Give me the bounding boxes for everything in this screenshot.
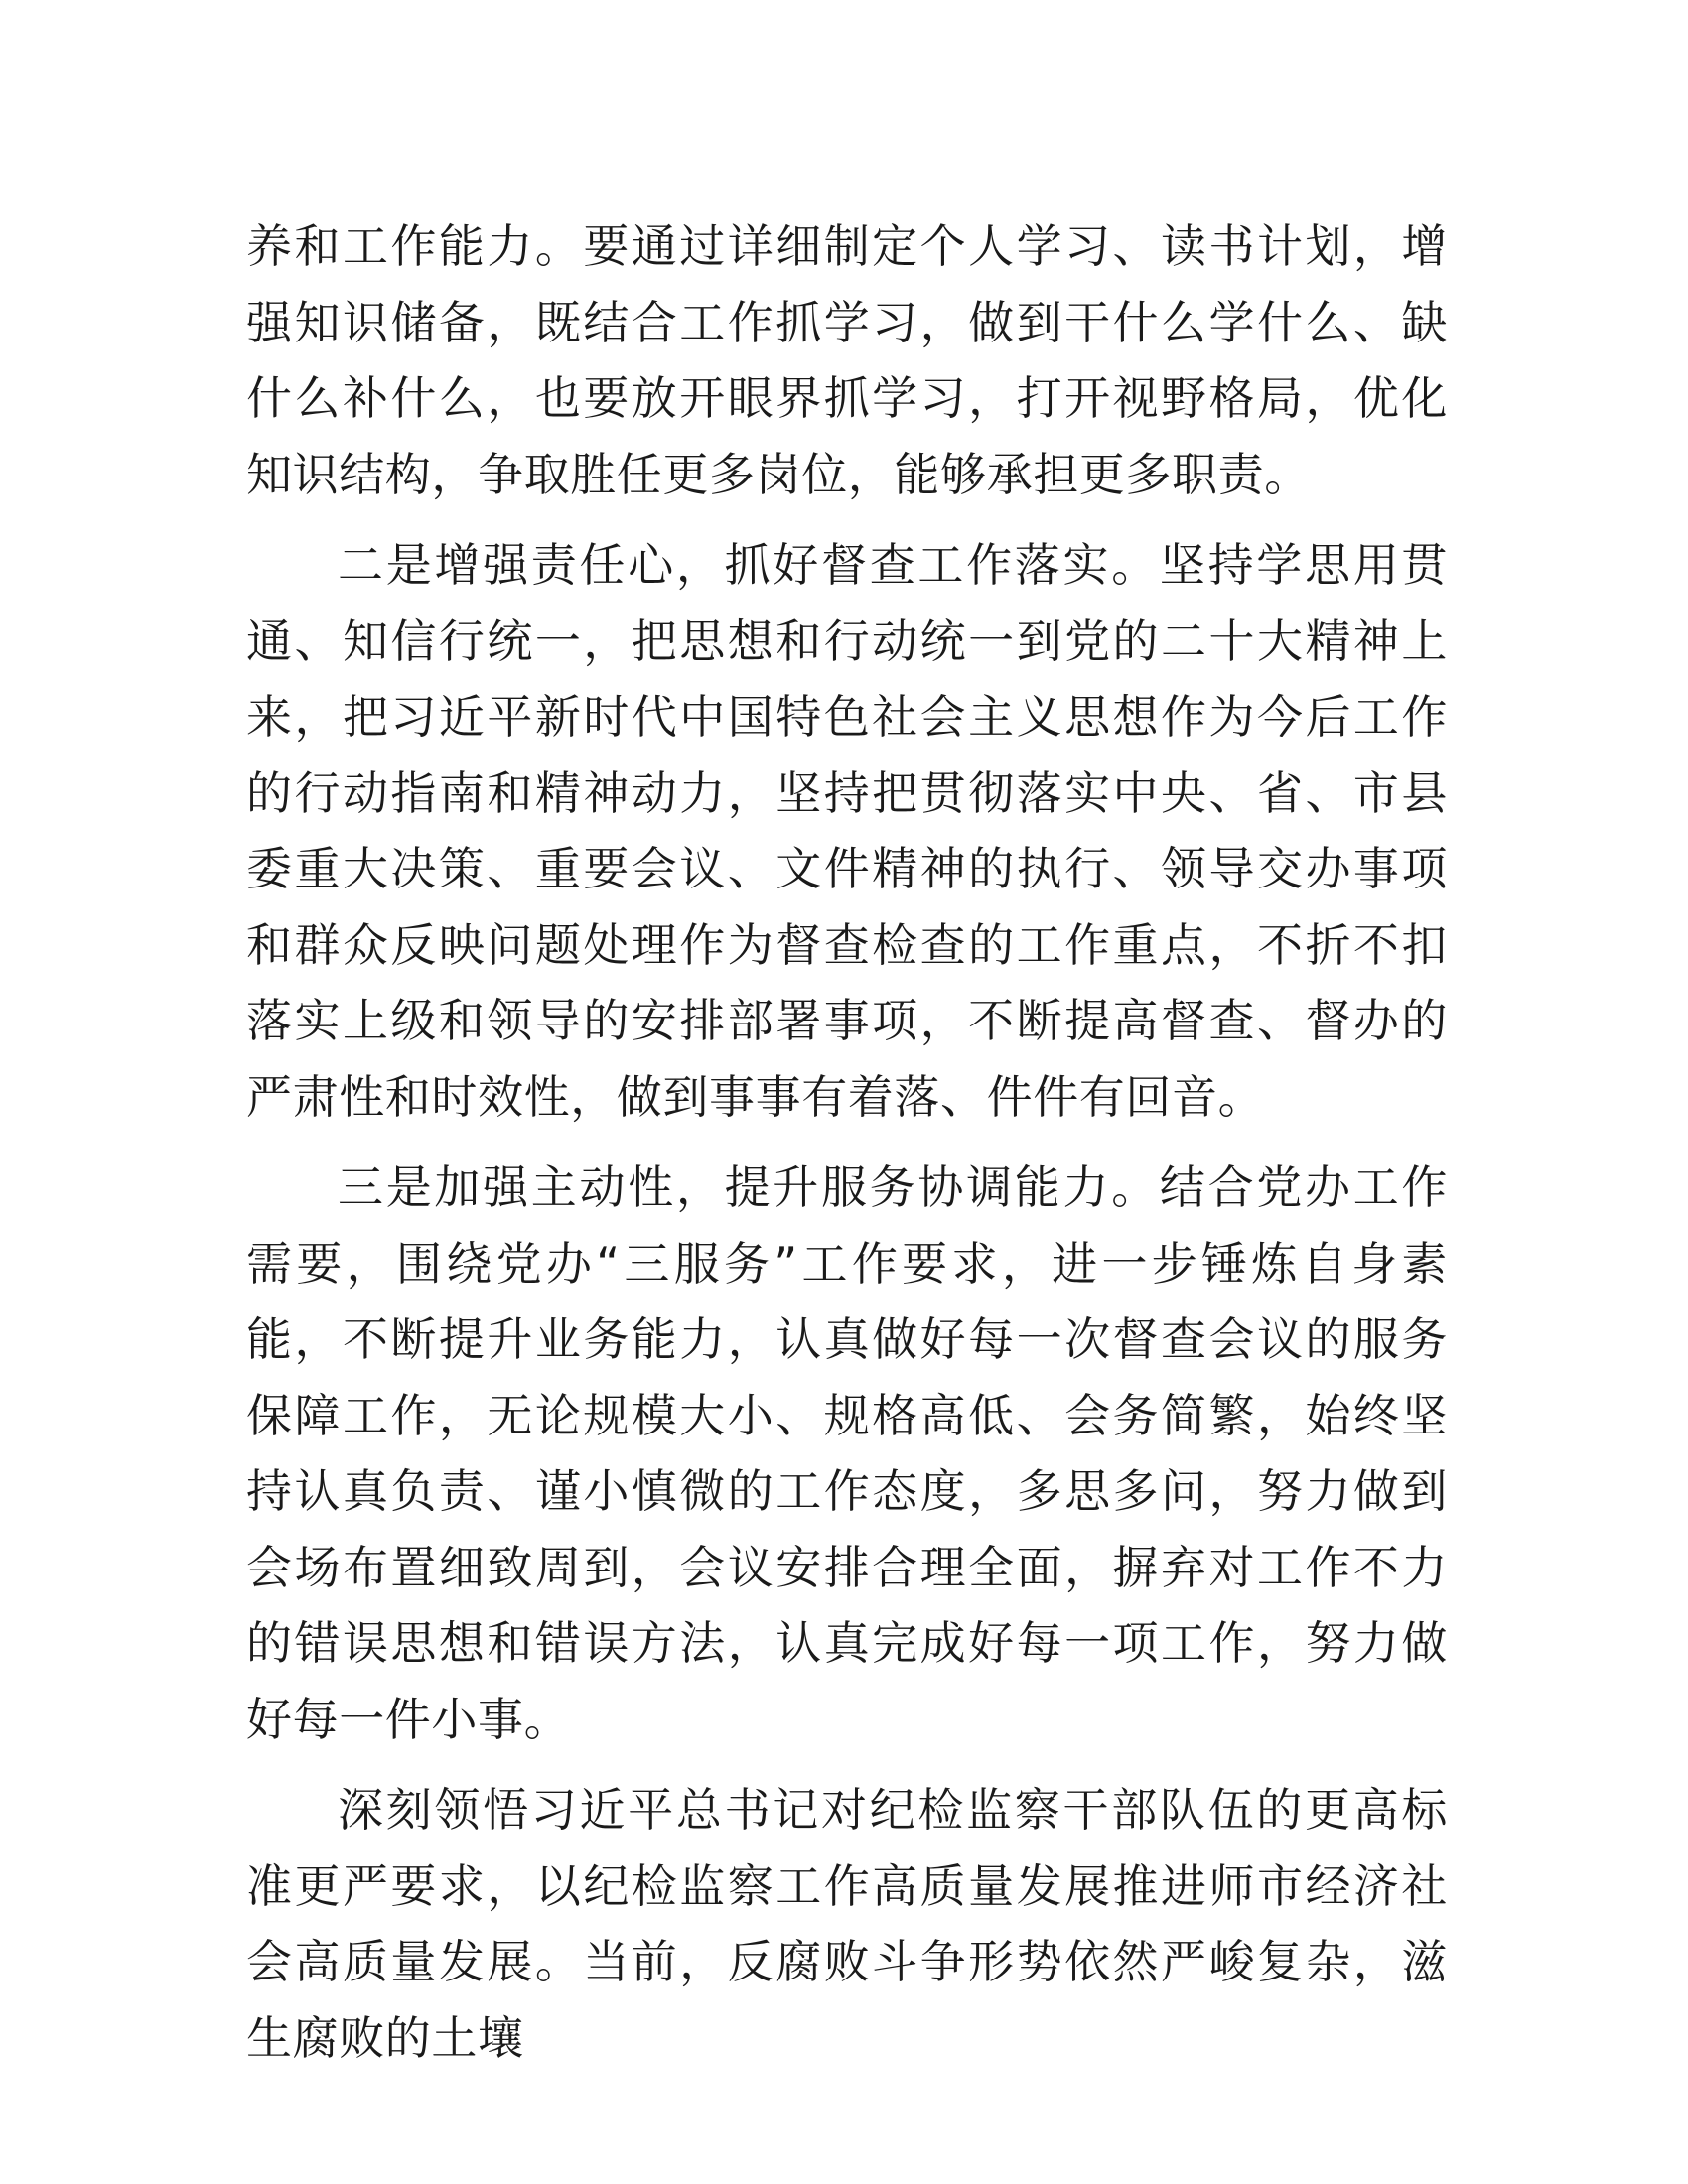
paragraph-3: 三是加强主动性，提升服务协调能力。结合党办工作需要，围绕党办“三服务”工作要求，进一步锤炼自身素能，不断提升业务能力，认真做好每一次督查会议的服务保障工作，无论规模大小、规格高低、会务简繁，始终坚持认真负责、谨小慎微的工作态度，多思多问，努力做到会场布置细致周到，会议安排合理全面，摒弃对工作不力的错误思想和错误方法，认真完成好每一项工作，努力做好每一件小事。 [246,1160,1448,1746]
paragraph-1: 养和工作能力。要通过详细制定个人学习、读书计划，增强知识储备，既结合工作抓学习，做到干什么学什么、缺什么补什么，也要放开眼界抓学习，打开视野格局，优化知识结构，争取胜任更多岗位，能够承担更多职责。 [246,219,1448,501]
paragraph-2: 二是增强责任心，抓好督查工作落实。坚持学思用贯通、知信行统一，把思想和行动统一到党的二十大精神上来，把习近平新时代中国特色社会主义思想作为今后工作的行动指南和精神动力，坚持把贯彻落实中央、省、市县委重大决策、重要会议、文件精神的执行、领导交办事项和群众反映问题处理作为督查检查的工作重点，不折不扣落实上级和领导的安排部署事项，不断提高督查、督办的严肃性和时效性，做到事事有着落、件件有回音。 [246,538,1448,1124]
document-body [246,208,1448,2091]
paragraph-4: 深刻领悟习近平总书记对纪检监察干部队伍的更高标准更严要求，以纪检监察工作高质量发展推进师市经济社会高质量发展。当前，反腐败斗争形势依然严峻复杂，滋生腐败的土壤 [246,1783,1448,2065]
